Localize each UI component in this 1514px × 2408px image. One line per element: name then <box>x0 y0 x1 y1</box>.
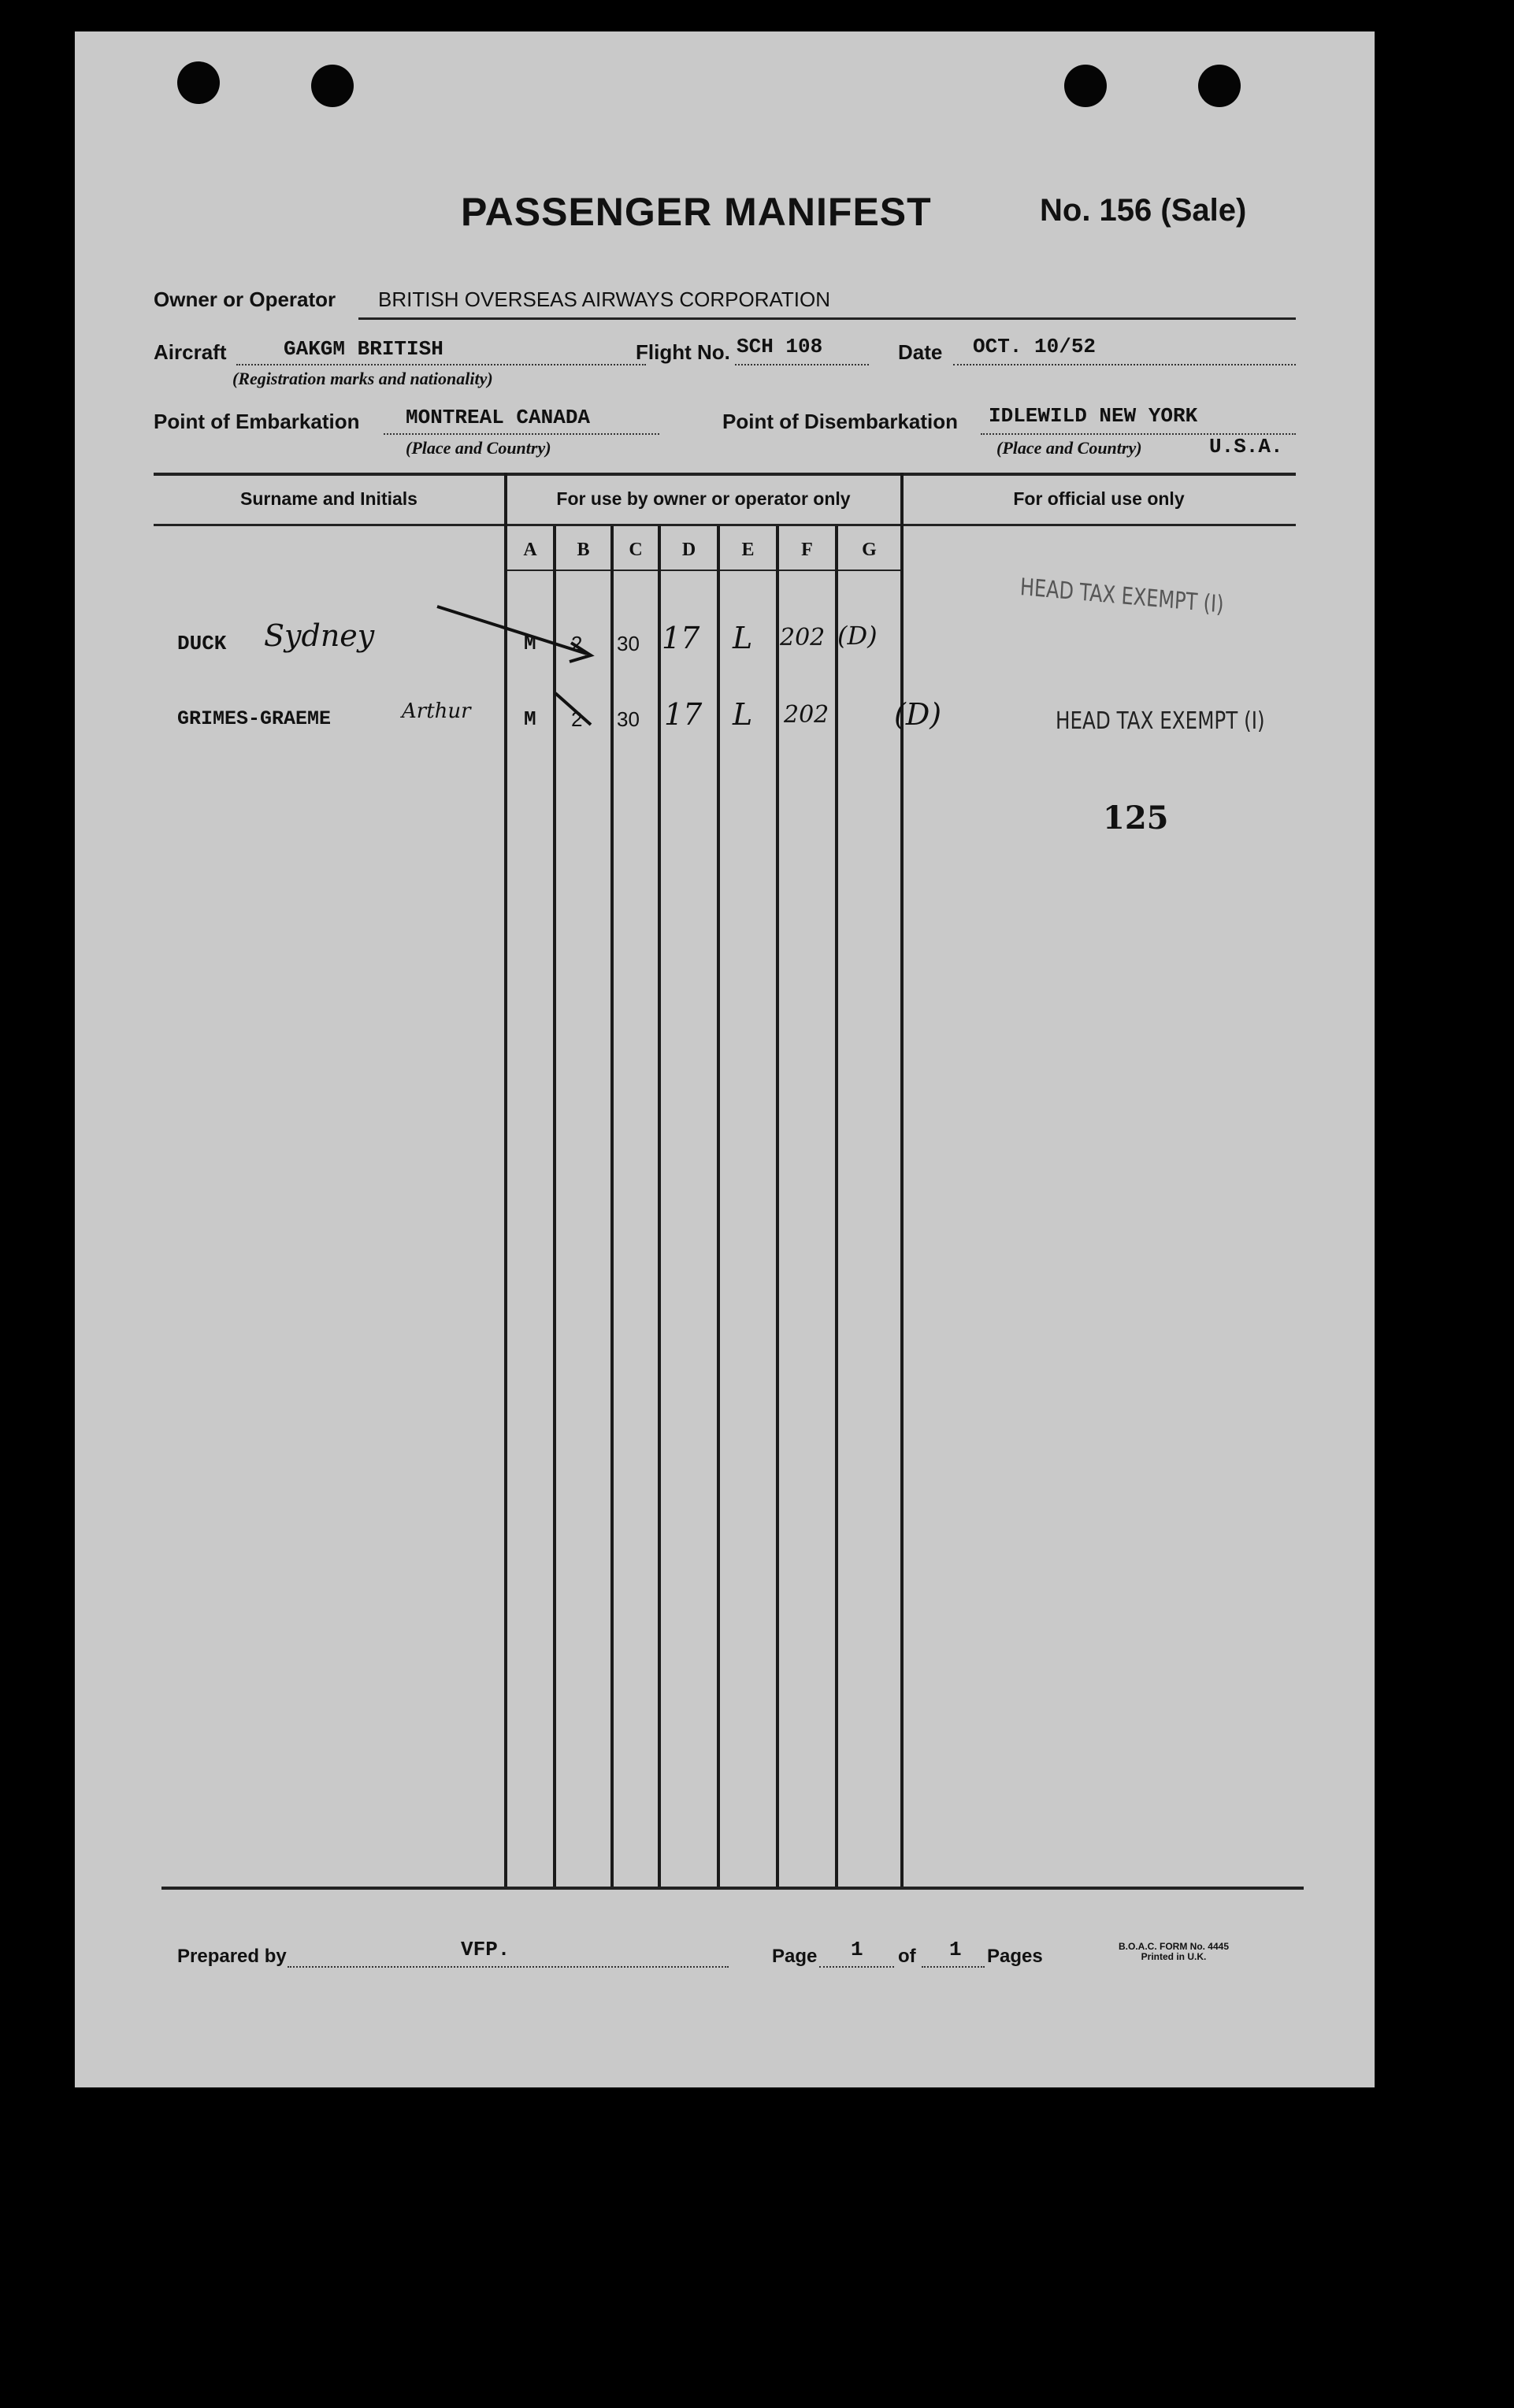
column-divider <box>610 526 614 1887</box>
form-number <box>1099 1942 1249 1962</box>
row-given-name: Arthur <box>402 699 471 723</box>
disembarkation-value: IDLEWILD NEW YORK <box>989 404 1198 428</box>
disembarkation-label: Point of Disembarkation <box>722 410 959 433</box>
row-surname: DUCK <box>177 632 227 655</box>
date-underline <box>953 364 1296 365</box>
cell-B: 2 <box>571 707 583 731</box>
cell-F: 202 <box>780 624 826 651</box>
flight-label: Flight No. <box>636 340 730 364</box>
owner-underline <box>358 317 1296 320</box>
cell-C: 30 <box>617 632 640 655</box>
punch-hole <box>1064 65 1107 107</box>
prepared-by-value: VFP. <box>461 1938 510 1961</box>
row-surname: GRIMES-GRAEME <box>177 707 332 730</box>
subcol-B: B <box>577 540 590 560</box>
official-stamp: HEAD TAX EXEMPT (I) <box>1056 707 1265 735</box>
flight-value: SCH 108 <box>737 335 823 358</box>
subcol-F: F <box>801 540 813 560</box>
aircraft-sublabel: (Registration marks and nationality) <box>232 369 493 388</box>
manifest-number: No. 156 (Sale) <box>1040 193 1247 228</box>
aircraft-underline <box>236 364 646 365</box>
cell-A: M <box>524 632 536 655</box>
subcol-A: A <box>523 540 537 560</box>
embarkation-underline <box>384 433 659 435</box>
cell-B: 2 <box>571 632 583 655</box>
punch-hole <box>1198 65 1241 107</box>
embarkation-label: Point of Embarkation <box>154 410 360 433</box>
owner-label: Owner or Operator <box>154 288 336 311</box>
pages-total: 1 <box>949 1938 962 1961</box>
prepared-by-underline <box>288 1966 729 1968</box>
column-divider <box>658 526 661 1887</box>
cell-C: 30 <box>617 707 640 731</box>
date-label: Date <box>898 340 943 364</box>
col-official-heading: For official use only <box>1013 488 1185 509</box>
embarkation-sublabel: (Place and Country) <box>406 438 551 458</box>
manifest-page <box>75 32 1375 2087</box>
subcol-C: C <box>629 540 643 560</box>
page-underline <box>819 1966 894 1968</box>
cell-D: 17 <box>662 621 700 655</box>
cell-G: (D) <box>894 697 942 732</box>
subcol-G: G <box>862 540 877 560</box>
col-surname-heading: Surname and Initials <box>240 488 417 509</box>
subcol-E: E <box>741 540 755 560</box>
row-given-name: Sydney <box>264 618 375 653</box>
punch-hole <box>177 61 220 104</box>
punch-hole <box>311 65 354 107</box>
official-stamp: HEAD TAX EXEMPT (I) <box>1019 573 1225 619</box>
official-number: 125 <box>1103 800 1169 837</box>
flight-underline <box>735 364 869 365</box>
cell-F: 202 <box>784 701 829 729</box>
subcol-D: D <box>681 540 696 560</box>
table-top-rule <box>154 473 1296 476</box>
page-label: Page <box>772 1946 818 1967</box>
table-header-rule <box>154 524 1296 526</box>
disembarkation-sublabel: (Place and Country) <box>996 438 1142 458</box>
cell-G: (D) <box>837 621 878 651</box>
aircraft-value: GAKGM BRITISH <box>284 337 443 361</box>
column-divider <box>900 473 904 1887</box>
subcolumn-header-rule <box>507 570 900 571</box>
date-value: OCT. 10/52 <box>973 335 1097 358</box>
form-number-line: B.O.A.C. FORM No. 4445 <box>1118 1941 1230 1952</box>
column-divider <box>717 526 720 1887</box>
form-printed-line: Printed in U.K. <box>1141 1951 1207 1962</box>
pages-underline <box>922 1966 985 1968</box>
cell-D: 17 <box>664 697 703 732</box>
cell-E: L <box>733 697 753 732</box>
prepared-by-label: Prepared by <box>177 1946 287 1967</box>
of-label: of <box>898 1946 916 1967</box>
table-bottom-rule <box>161 1887 1304 1890</box>
owner-value: BRITISH OVERSEAS AIRWAYS CORPORATION <box>378 288 831 311</box>
cell-A: M <box>524 707 536 731</box>
disembarkation-country: U.S.A. <box>1209 435 1283 458</box>
ink-arrow-mark <box>421 575 610 748</box>
pages-label: Pages <box>987 1946 1043 1967</box>
column-divider <box>835 526 838 1887</box>
aircraft-label: Aircraft <box>154 340 227 364</box>
page-number: 1 <box>851 1938 863 1961</box>
document-title: PASSENGER MANIFEST <box>461 190 932 234</box>
embarkation-value: MONTREAL CANADA <box>406 406 591 429</box>
cell-E: L <box>733 621 753 655</box>
col-owner-heading: For use by owner or operator only <box>556 488 851 509</box>
column-divider <box>776 526 779 1887</box>
